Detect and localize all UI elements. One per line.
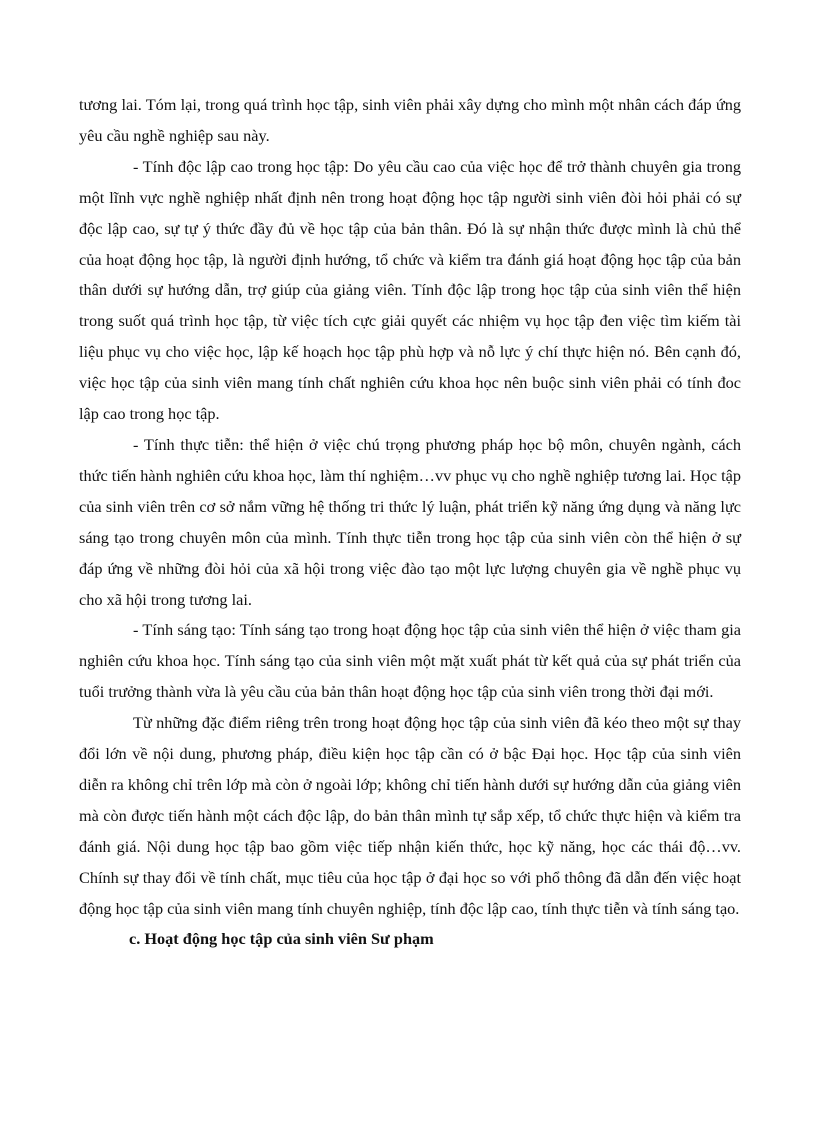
paragraph-independence: - Tính độc lập cao trong học tập: Do yêu cầu cao của việc học để trở thành chuyên gia trong một lĩnh vực nghề nghiệp nhất định nên trong hoạt động học tập người sinh viên đòi hỏi phải có sự độc lập cao, sự tự ý thức đầy đủ về học tập của bản thân. Đó là sự nhận thức được mình là chủ thể của hoạt động học tập, là người định hướng, tổ chức và kiểm tra đánh giá hoạt động học tập của bản thân dưới sự hướng dẫn, trợ giúp của giảng viên. Tính độc lập trong học tập của sinh viên thể hiện trong suốt quá trình học tập, từ việc tích cực giải quyết các nhiệm vụ học tập đen việc tìm kiếm tài liệu phục vụ cho việc học, lập kế hoạch học tập phù hợp và nỗ lực ý chí thực hiện nó. Bên cạnh đó, việc học tập của sinh viên mang tính chất nghiên cứu khoa học nên buộc sinh viên phải có tính đoc lập cao trong học tập.	[79, 156, 741, 424]
section-heading: c. Hoạt động học tập của sinh viên Sư phạm	[129, 929, 434, 949]
paragraph-creativity: - Tính sáng tạo: Tính sáng tạo trong hoạt động học tập của sinh viên thể hiện ở việc tham gia nghiên cứu khoa học. Tính sáng tạo của sinh viên một mặt xuất phát từ kết quả của sự phát triển của tuổi trưởng thành vừa là yêu cầu của bản thân hoạt động học tập của sinh viên trong thời đại mới.	[79, 620, 741, 702]
paragraph-practicality: - Tính thực tiễn: thể hiện ở việc chú trọng phương pháp học bộ môn, chuyên ngành, cách thức tiến hành nghiên cứu khoa học, làm thí nghiệm…vv phục vụ cho nghề nghiệp tương lai. Học tập của sinh viên trên cơ sở nắm vững hệ thống tri thức lý luận, phát triển kỹ năng ứng dụng và năng lực sáng tạo trong chuyên môn của mình. Tính thực tiễn trong học tập của sinh viên còn thể hiện ở sự đáp ứng về những đòi hỏi của xã hội trong việc đào tạo một lực lượng chuyên gia về nghề phục vụ cho xã hội trong tương lai.	[79, 434, 741, 609]
paragraph-intro: tương lai. Tóm lại, trong quá trình học tập, sinh viên phải xây dựng cho mình một nhân cách đáp ứng yêu cầu nghề nghiệp sau này.	[79, 95, 741, 145]
paragraph-summary: Từ những đặc điểm riêng trên trong hoạt động học tập của sinh viên đã kéo theo một sự thay đổi lớn về nội dung, phương pháp, điều kiện học tập cần có ở bậc Đại học. Học tập của sinh viên diễn ra không chỉ trên lớp mà còn ở ngoài lớp; không chỉ tiến hành dưới sự hướng dẫn của giảng viên mà còn được tiến hành một cách độc lập, do bản thân mình tự sắp xếp, tổ chức thực hiện và kiểm tra đánh giá. Nội dung học tập bao gồm việc tiếp nhận kiến thức, học kỹ năng, học các thái độ…vv. Chính sự thay đổi về tính chất, mục tiêu của học tập ở đại học so với phổ thông đã dẫn đến việc hoạt động học tập của sinh viên mang tính chuyên nghiệp, tính độc lập cao, tính thực tiễn và tính sáng tạo.	[79, 713, 741, 918]
document-page	[79, 90, 741, 955]
